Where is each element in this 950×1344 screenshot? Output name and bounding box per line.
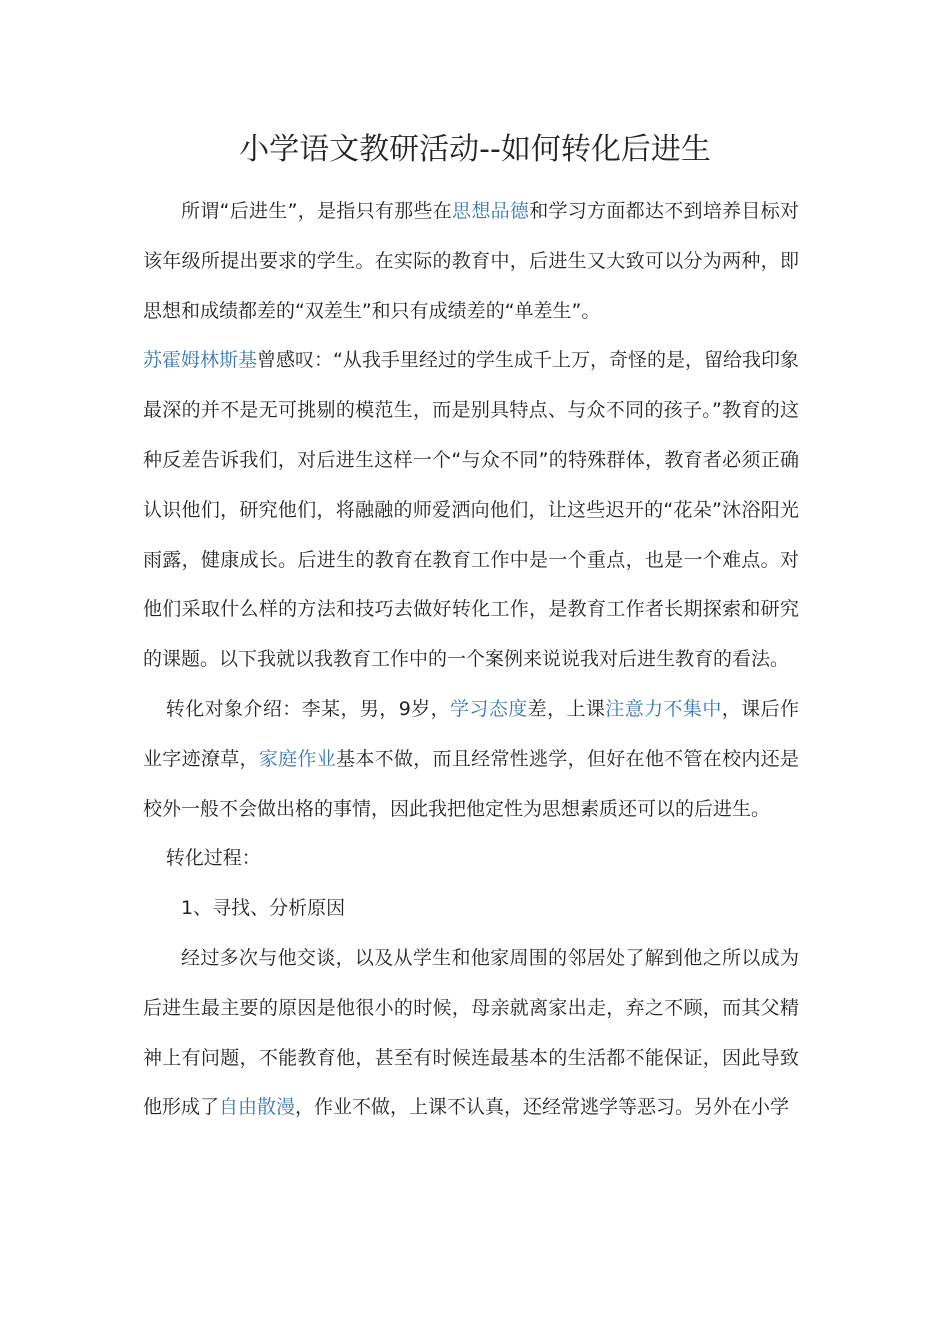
paragraph-quote [143,336,799,685]
document-body [143,187,799,1133]
paragraph-definition [143,187,799,336]
keyword-link-suhuomulinsiji[interactable]: 苏霍姆林斯基 [143,349,258,372]
keyword-link-jiating-zuoye[interactable]: 家庭作业 [258,747,337,770]
text-segment: 所谓“后进生”，是指只有那些在 [181,200,453,222]
text-segment: 经过多次与他交谈，以及从学生和他家周围的邻居处了解到他之所以成为后进生最主要的原因是他很小的时候，母亲就离家出走，弃之不顾，而其父精神上有问题，不能教育他，甚至有时候连最基本的生活都不能保证，因此导致他形成了 [143,946,799,1119]
text-segment: ，作业不做，上课不认真，还经常逃学等恶习。另外在小学 [295,1096,790,1119]
paragraph-subject-intro [143,685,799,834]
step-heading-1: 1、寻找、分析原因 [181,897,346,920]
text-segment: 曾感叹：“从我手里经过的学生成千上万，奇怪的是，留给我印象最深的并不是无可挑剔的模范生，而是别具特点、与众不同的孩子。”教育的这种反差告诉我们，对后进生这样一个“与众不同”的特殊群体，教育者必须正确认识他们，研究他们，将融融的师爱洒向他们，让这些迟开的“花朵”沐浴阳光雨露，健康成长。后进生的教育在教育工作中是一个重点，也是一个难点。对他们采取什么样的方法和技巧去做好转化工作，是教育工作者长期探索和研究的课题。以下我就以我教育工作中的一个案例来说说我对后进生教育的看法。 [143,349,799,671]
text-segment: 和学习方面都达不到培养目标对该年级所提出要求的学生。在实际的教育中，后进生又大致可以分为两种，即思想和成绩都差的“双差生”和只有成绩差的“单差生”。 [143,200,799,322]
section-heading-process: 转化过程： [165,847,261,870]
text-segment: ，课后作业字迹潦草， [143,697,799,770]
text-segment: 转化对象介绍：李某，男，9岁， [165,697,451,720]
keyword-link-ziyou-sanman[interactable]: 自由散漫 [219,1096,296,1119]
keyword-link-xuexi-taidu[interactable]: 学习态度 [450,697,528,720]
paragraph-cause-analysis [143,934,799,1133]
text-segment: 基本不做，而且经常性逃学，但好在他不管在校内还是校外一般不会做出格的事情，因此我把他定性为思想素质还可以的后进生。 [143,747,799,820]
keyword-link-sixiang-pinde[interactable]: 思想品德 [452,200,530,222]
text-segment: 差，上课 [527,697,606,720]
document-title: 小学语文教研活动--如何转化后进生 [239,132,711,167]
keyword-link-zhuyili[interactable]: 注意力不集中 [605,697,722,720]
